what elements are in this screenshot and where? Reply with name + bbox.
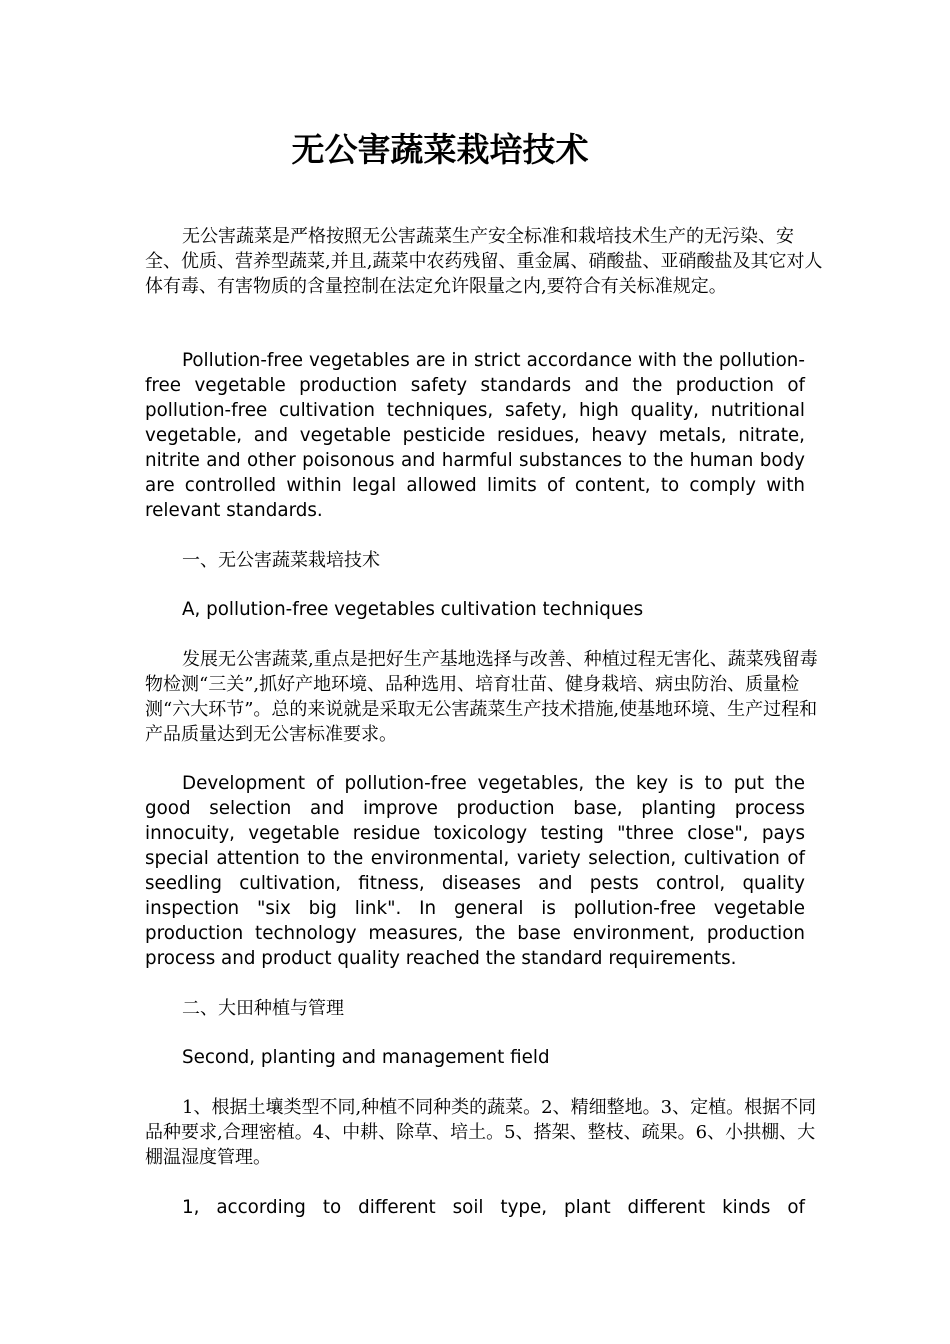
section-2-heading-chinese: 二、大田种植与管理 [182,998,344,1019]
paragraph-2-chinese: 发展无公害蔬菜,重点是把好生产基地选择与改善、种植过程无害化、蔬菜残留毒物检测“三关”,抓好产地环境、品种选用、培育壮苗、健身栽培、病虫防治、质量检测“六大环节”。总的来说就是采取无公害蔬菜生产技术措施,使基地环境、生产过程和产品质量达到无公害标准要求。 [145,649,818,745]
section-1-heading-english: A, pollution-free vegetables cultivation techniques [182,599,644,620]
paragraph-1-chinese: 无公害蔬菜是严格按照无公害蔬菜生产安全标准和栽培技术生产的无污染、安全、优质、营养型蔬菜,并且,蔬菜中农药残留、重金属、硝酸盐、亚硝酸盐及其它对人体有毒、有害物质的含量控制在法定允许限量之内,要符合有关标准规定。 [145,226,823,297]
paragraph-2-english: Development of pollution-free vegetables, the key is to put the good selection and improve production base, planting process innocuity, vegetable residue toxicology testing "three close", pays special attention to the environmental, variety selection, cultivation of seedling cultivation, fitness, diseases and pests control, quality inspection "six big link". In general is pollution-free vegetable production technology measures, the base environment, production process and product quality reached the standard requirements. [145,773,805,969]
section-2-heading-english: Second, planting and management field [182,1047,550,1068]
section-1-heading-chinese: 一、无公害蔬菜栽培技术 [182,550,380,571]
document-title: 无公害蔬菜栽培技术 [291,130,589,169]
paragraph-3-chinese: 1、根据土壤类型不同,种植不同种类的蔬菜。2、精细整地。3、定植。根据不同品种要求,合理密植。4、中耕、除草、培土。5、搭架、整枝、疏果。6、小拱棚、大棚温湿度管理。 [145,1097,817,1168]
paragraph-1-english: Pollution-free vegetables are in strict accordance with the pollution-free vegetable production safety standards and the production of pollution-free cultivation techniques, safety, high quality, nutritional vegetable, and vegetable pesticide residues, heavy metals, nitrate, nitrite and other poisonous and harmful substances to the human body are controlled within legal allowed limits of content, to comply with relevant standards. [145,350,805,521]
paragraph-3-english: 1, according to different soil type, plant different kinds of [182,1197,805,1218]
